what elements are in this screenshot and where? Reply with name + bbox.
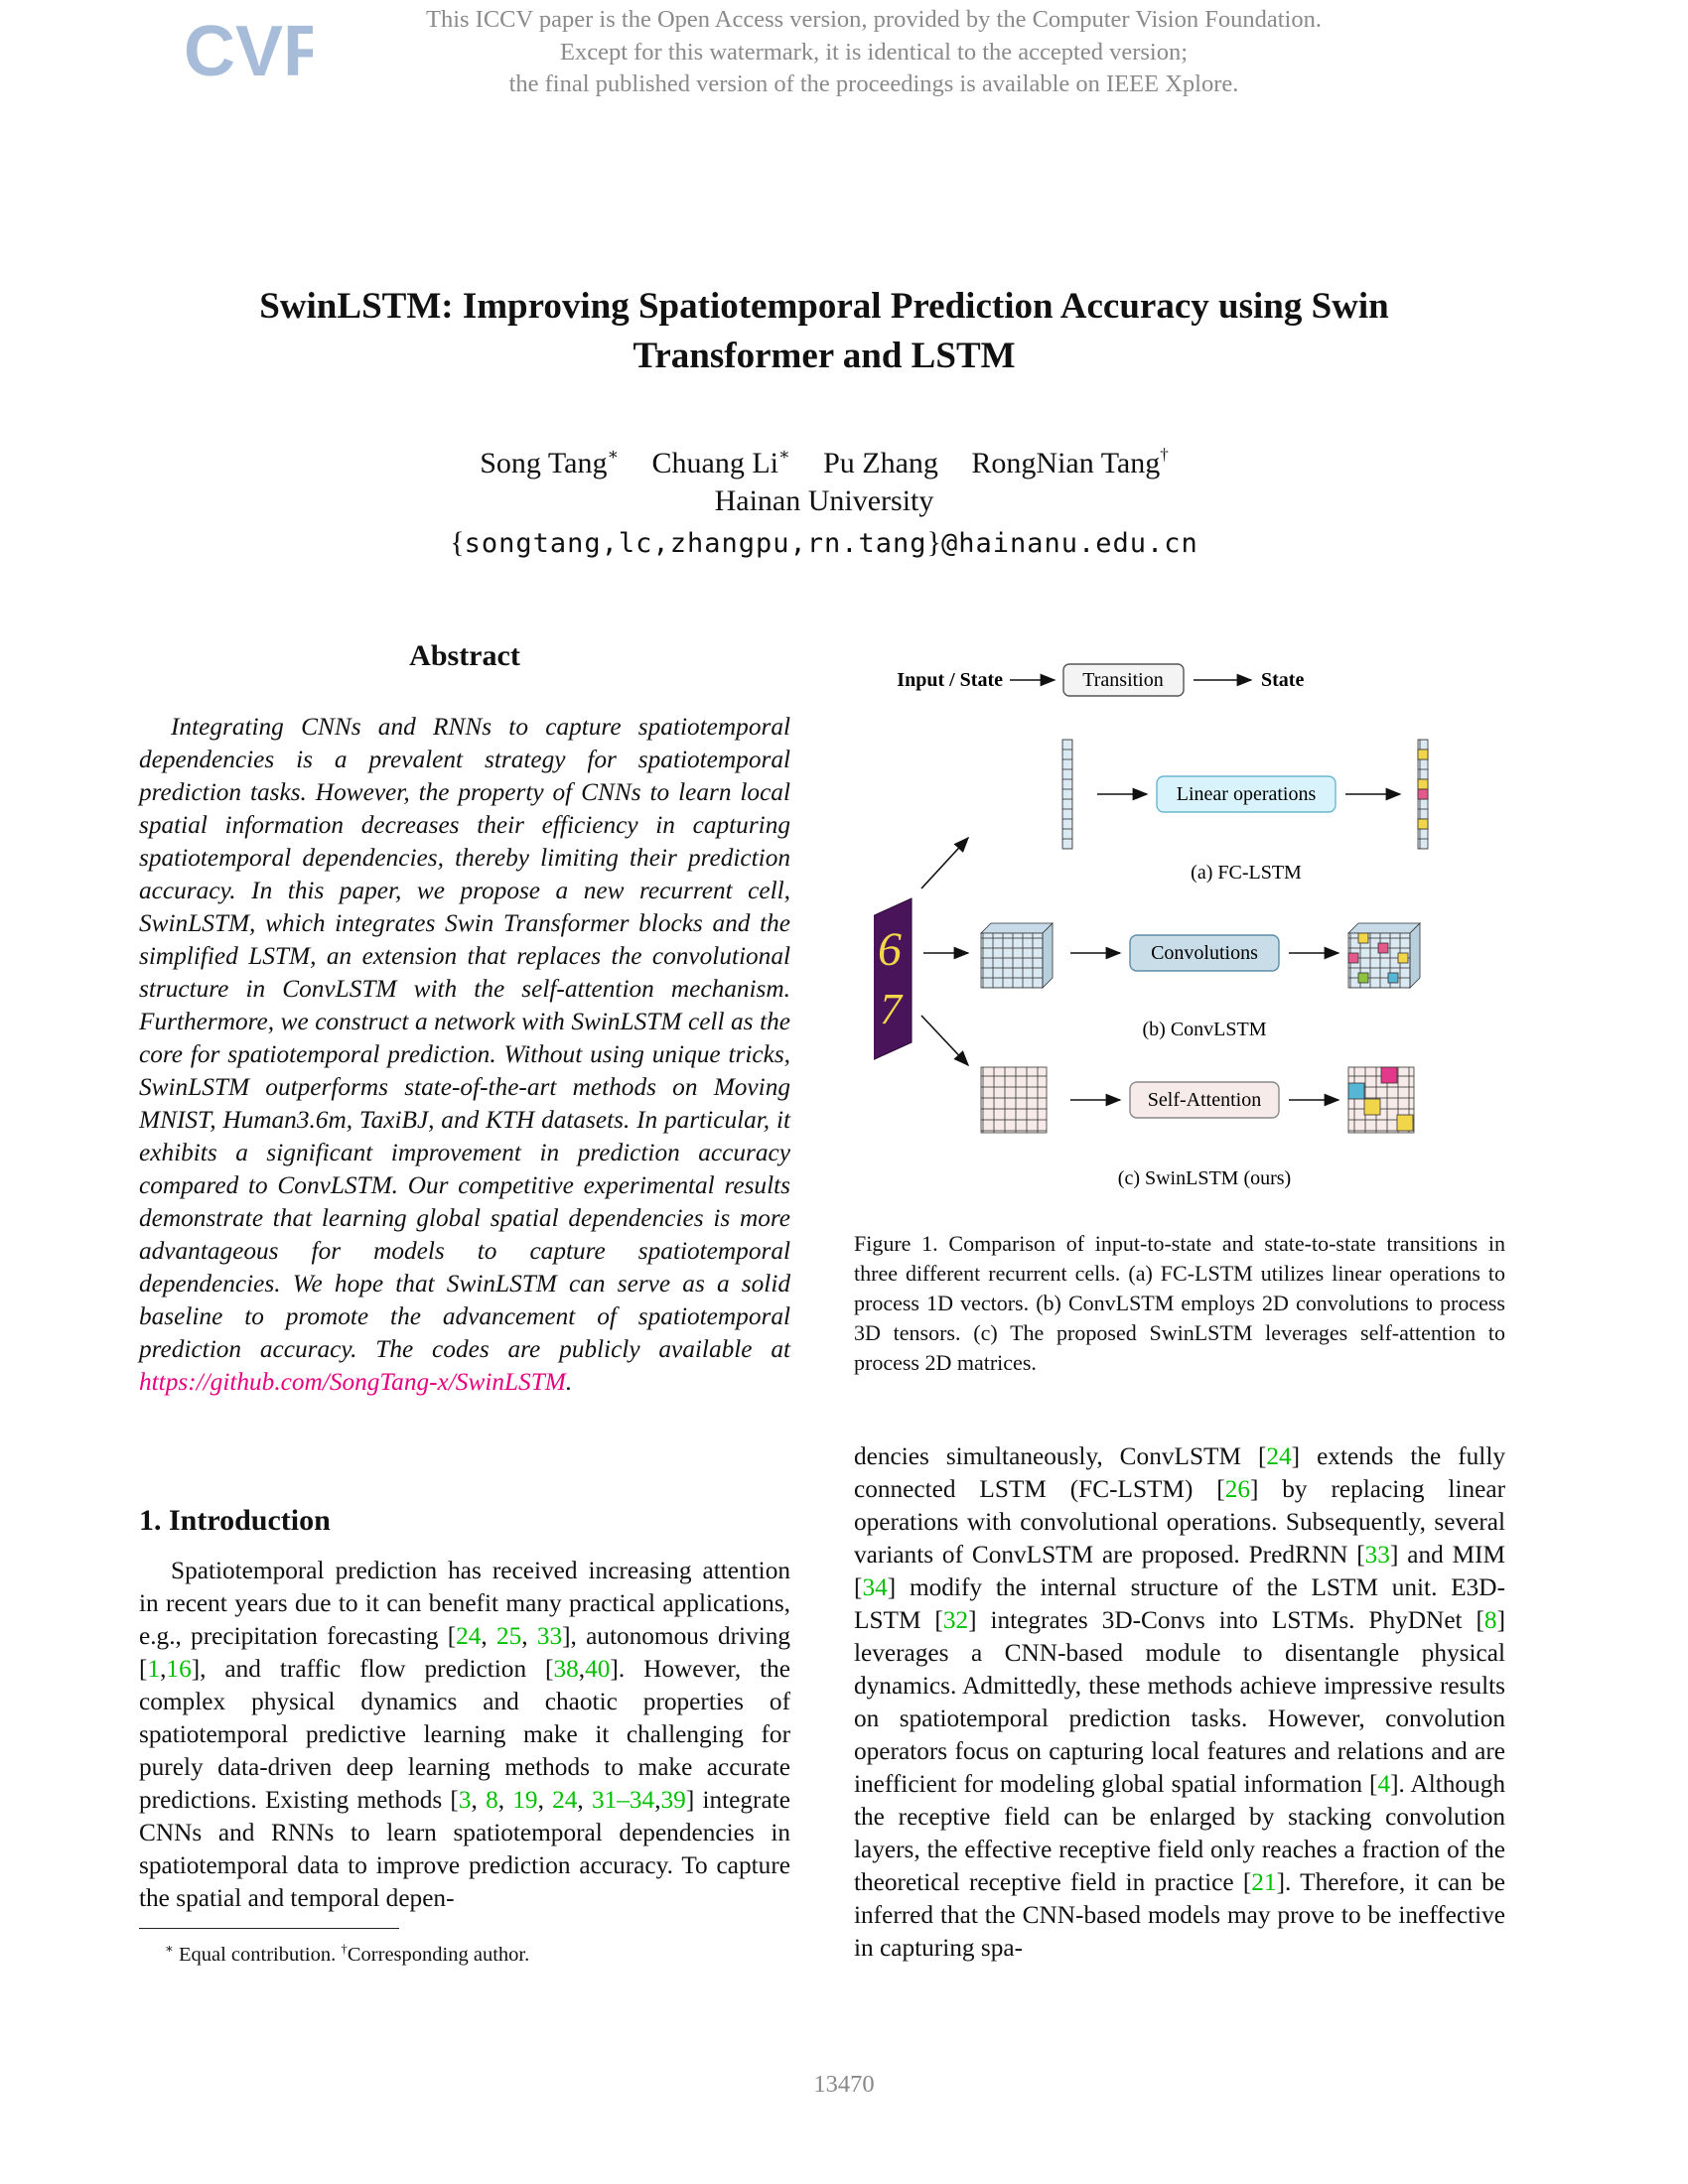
author-2: Chuang Li [651,447,779,479]
intro-text-10: ] integrates 3D-Convs into LSTMs. PhyDNet [ [968,1606,1484,1634]
input-arrow-swin [921,1016,968,1065]
watermark-line-1: This ICCV paper is the Open Access version, provided by the Computer Vision Foundation. [426,6,1322,33]
swin-input-matrix [981,1067,1047,1133]
email-brace-close: } [926,526,941,559]
conv-output-tensor [1348,923,1420,988]
watermark-line-3: the final published version of the proceedings is available on IEEE Xplore. [508,70,1239,97]
citation[interactable]: 34 [862,1573,888,1601]
figure-1 [874,650,1529,1206]
email-names: songtang,lc,zhangpu,rn.tang [464,528,927,559]
convlstm-caption: (b) ConvLSTM [1142,1019,1267,1040]
citation[interactable]: 4 [1377,1770,1391,1798]
footnote-mark-1: ∗ [165,1941,174,1956]
intro-text-6: ] extends the fully connected LSTM (FC-LSTM) [ [854,1442,1505,1503]
open-access-watermark [298,4,1450,101]
affiliation: Hainan University [714,484,934,517]
abstract-text: Integrating CNNs and RNNs to capture spatiotemporal dependencies is a prevalent strategy for spatiotemporal prediction tasks. However, the property of CNNs to learn local spatial information decreases their efficiency in capturing spatiotemporal dependencies, thereby limiting their prediction accuracy. In this paper, we propose a new recurrent cell, SwinLSTM, which integrates Swin Transformer blocks and the simplified LSTM, an extension that replaces the convolutional structure in ConvLSTM with the self-attention mechanism. Furthermore, we construct a network with SwinLSTM cell as the core for spatiotemporal prediction. Without using unique tricks, SwinLSTM outperforms state-of-the-art methods on Moving MNIST, Human3.6m, TaxiBJ, and KTH datasets. In particular, it exhibits a significant improvement in prediction accuracy compared to ConvLSTM. Our competitive experimental results demonstrate that learning global spatial dependencies is more advantageous for models to capture spatiotemporal dependencies. We hope that SwinLSTM can serve as a solid baseline to promote the advancement of spatiotemporal prediction accuracy. The codes are publicly available at [139,713,790,1363]
abstract-heading: Abstract [409,639,520,672]
fc-input-vector [1062,740,1072,849]
author-4-mark: † [1160,445,1169,464]
intro-heading: 1. Introduction [139,1504,331,1537]
watermark-line-2: Except for this watermark, it is identical to the accepted version; [559,38,1188,66]
intro-text-7: ] by replacing linear operations with convolutional operations. Subsequently, several variants of ConvLSTM are proposed. PredRNN [ [854,1475,1506,1569]
cvf-logo [184,8,313,97]
swinlstm-caption: (c) SwinLSTM (ours) [1117,1167,1292,1189]
footnote-text-1: Equal contribution. [178,1943,337,1966]
convolutions-label: Convolutions [1151,942,1258,964]
figure-1-caption: Figure 1. Comparison of input-to-state and state-to-state transitions in three different recurrent cells. (a) FC-LSTM utilizes linear operations to process 1D vectors. (b) ConvLSTM employs 2D convolutions to process 3D tensors. (c) The proposed SwinLSTM leverages self-attention to process 2D matrices. [854,1231,1505,1375]
abstract-paragraph [139,711,790,1399]
citation[interactable]: 24 [456,1622,482,1650]
author-3: Pu Zhang [823,447,938,479]
swin-output-matrix [1348,1067,1414,1133]
email-brace-open: { [450,526,465,559]
digit-6: 6 [878,923,902,976]
input-state-label: Input / State [897,669,1003,691]
transition-label: Transition [1082,669,1164,691]
author-1-mark: ∗ [607,445,620,464]
citation[interactable]: 40 [585,1655,611,1683]
citation[interactable]: 16 [166,1655,192,1683]
citation[interactable]: 33 [536,1622,563,1650]
citation[interactable]: 26 [1224,1475,1250,1503]
citation[interactable]: 8 [1483,1606,1497,1634]
intro-text-12: ]. Although the receptive field can be enlarged by stacking convolution layers, the effective receptive field only reaches a fraction of the theoretical receptive field in practice [ [854,1770,1505,1896]
author-1: Song Tang [480,447,608,479]
intro-body-left [139,1555,790,1915]
citation[interactable]: 8 [486,1786,498,1814]
state-label: State [1261,669,1305,691]
intro-text-3: ], and traffic flow prediction [ [191,1655,554,1683]
abstract-end: . [565,1368,573,1396]
intro-paragraph-cont: dencies simultaneously, ConvLSTM [24] extends the fully connected LSTM (FC-LSTM) [26] by replacing linear operations with convolutional operations. Subsequently, several variants of ConvLSTM are proposed. PredRNN [33] and MIM [34] modify the internal structure of the LSTM unit. E3D-LSTM [32] integrates 3D-Convs into LSTMs. PhyDNet [8] leverages a CNN-based module to disentangle physical dynamics. Admittedly, these methods achieve impressive results on spatiotemporal prediction tasks. However, convolution operators focus on capturing local features and relations and are inefficient for modeling global spatial information [4]. Although the receptive field can be enlarged by stacking convolution layers, the effective receptive field only reaches a fraction of the theoretical receptive field in practice [21]. Therefore, it can be inferred that the CNN-based models may prove to be ineffective in capturing spa- [854,1442,1506,1962]
conv-input-tensor [981,923,1053,988]
author-emails [159,524,1489,563]
citation[interactable]: 32 [942,1606,969,1634]
citation-dash: – [617,1786,630,1814]
intro-text-11: ] leverages a CNN-based module to disentangle physical dynamics. Admittedly, these methods achieve impressive results on spatiotemporal prediction tasks. However, convolution operators focus on capturing local features and relations and are inefficient for modeling global spatial information [ [854,1606,1506,1798]
citation[interactable]: 33 [1364,1541,1390,1569]
footnote-text-2: Corresponding author. [347,1943,530,1966]
intro-text-9: ] modify the internal structure of the LSTM unit. E3D-LSTM [ [854,1573,1505,1634]
email-domain: @hainanu.edu.cn [940,528,1198,559]
self-attention-label: Self-Attention [1147,1089,1262,1111]
intro-paragraph: Spatiotemporal prediction has received increasing attention in recent years due to it can benefit many practical applications, e.g., precipitation forecasting [24, 25, 33], autonomous driving [1,16], and traffic flow prediction [38,40]. However, the complex physical dynamics and chaotic properties of spatiotemporal predictive learning make it challenging for purely data-driven deep learning methods to make accurate predictions. Existing methods [3, 8, 19, 24, 31–34,39] integrate CNNs and RNNs to learn spatiotemporal dependencies in spatiotemporal data to improve prediction accuracy. To capture the spatial and temporal depen- [139,1557,791,1912]
intro-text-1: Spatiotemporal prediction has received increasing attention in recent years due to it can benefit many practical applications, e.g., precipitation forecasting [ [139,1557,790,1650]
author-names [159,445,1489,482]
citation[interactable]: 31 [591,1786,618,1814]
title-line-2: Transformer and LSTM [633,336,1016,376]
intro-text-8: ] and MIM [ [854,1541,1505,1601]
intro-text-2: ], autonomous driving [ [139,1622,791,1683]
citation[interactable]: 21 [1251,1868,1277,1896]
footnote-mark-2: † [341,1941,348,1956]
linear-operations-label: Linear operations [1176,783,1317,805]
author-block [159,445,1489,520]
citation[interactable]: 39 [660,1786,686,1814]
code-link[interactable]: https://github.com/SongTang-x/SwinLSTM [139,1368,566,1396]
citation[interactable]: 25 [495,1622,522,1650]
cvf-logo-text: CVF [184,12,313,91]
intro-text-13: ]. Therefore, it can be inferred that the CNN-based models may prove to be ineffective in capturing spa- [854,1868,1506,1962]
citation[interactable]: 19 [512,1786,538,1814]
intro-text-4: ]. However, the complex physical dynamics and chaotic properties of spatiotemporal predictive learning make it challenging for purely data-driven deep learning methods to make accurate predictions. Existing methods [ [139,1655,791,1814]
input-arrow-fc [921,838,968,888]
title-line-1: SwinLSTM: Improving Spatiotemporal Prediction Accuracy using Swin [259,286,1389,327]
intro-text-5: ] integrate CNNs and RNNs to learn spatiotemporal dependencies in spatiotemporal data to improve prediction accuracy. To capture the spatial and temporal depen- [139,1786,790,1912]
footnote-rule [139,1928,399,1929]
citation[interactable]: 24 [1266,1442,1292,1470]
fc-output-vector [1418,740,1428,849]
abstract-body [139,711,790,1399]
citation[interactable]: 1 [147,1655,161,1683]
author-4: RongNian Tang [971,447,1161,479]
citation[interactable]: 3 [458,1786,472,1814]
digit-7: 7 [880,985,902,1033]
paper-title [159,282,1489,381]
citation[interactable]: 24 [552,1786,578,1814]
intro-body-right [854,1440,1505,1965]
citation[interactable]: 38 [553,1655,579,1683]
author-2-mark: ∗ [778,445,790,464]
fc-lstm-caption: (a) FC-LSTM [1191,862,1302,884]
footnote [165,1936,529,1968]
page-number: 13470 [813,2071,875,2098]
citation[interactable]: 34 [629,1786,655,1814]
